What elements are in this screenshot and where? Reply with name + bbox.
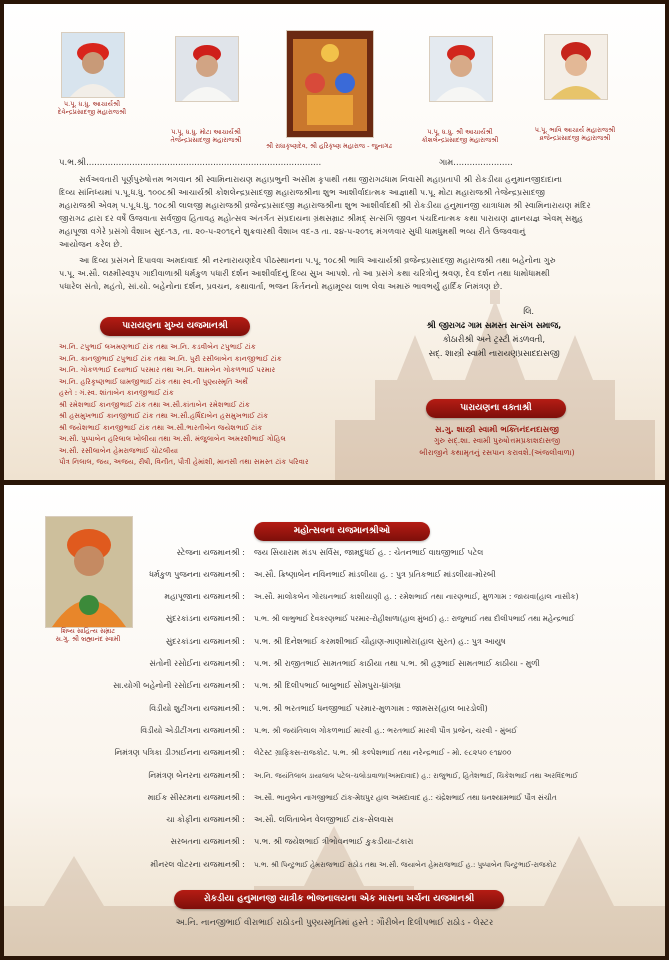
list-item: સુંદરકાંડના યજમાનશ્રી : પ.ભ. શ્રી દિનેશભાઈ કરમશીભાઈ ચૌહાણ-માણામોરા(હાલ સુરત) હ.: પુત્ર આયુષ — [165, 637, 506, 646]
list-item: નિમંત્રણ પત્રિકા ડીઝાઈનના યજમાનશ્રી : લેટેસ્ટ ગ્રાફિક્સ-રાજકોટ. પ.ભ. શ્રી કલ્પેશભાઈ તથા નરેન્દ્રભાઈ - મો. ૯૮૨૫૦ ૯૧૪૦૦ — [114, 748, 512, 757]
list-item: અ.નિ. ગોકળભાઈ દયાભાઈ પરમાર તથા અ.નિ. શામબેન ગોકળભાઈ પરમાર — [59, 365, 276, 374]
portrait-caption: શિષ્ય સાહિત્ય સમ્રાટ સ.ગુ. શ્રી બ્રહ્માનંદ સ્વામી — [55, 627, 121, 643]
vakta-block: સ.ગુ. શાસ્ત્રી સ્વામી ભક્તિનંદનદાસજી ગુરુ સદ્.શા. સ્વામી પુરુષોત્તમપ્રકાશદાસજી બીરાજીને કથામૃતનું રસપાન કરાવશે.(અંજલીવાળા) — [419, 424, 575, 457]
list-item: સ્ટેજના યજમાનશ્રી : જય સિયારામ મંડપ સર્વિસ, જામદુધઈ હ. : ચેતનભાઈ વાઘજીભાઈ પટેલ — [176, 548, 484, 557]
list-item: મહાપૂજાના યજમાનશ્રી : અ.સૌ. માલોકબેન ગોરધનભાઈ કાશીયાણી હ. : રમેશભાઈ તથા નારણભાઈ, મુળગામ : જાયવા(હાલ નાસીક) — [164, 592, 579, 601]
invitation-paragraph-2: આ દિવ્ય પ્રસંગને દિપાવવા અમદાવાદ શ્રી નરનારાયણદેવ પીઠસ્થાનના પ.પૂ. ૧૦૮શ્રી ભાવિ આચાર્યશ્રી વ્રજેન્દ્રપ્રસાદજી મહારાજશ્રી તથા બહેનોના ગુરુ પ.પૂ. અ.સૌ. લક્ષ્મીસ્વરૂપ ગાદીવાળાશ્રી ધર્મકુળ પધારી દર્શન આશીર્વાદનું દિવ્ય સુખ આપશે. તો આ પ્રસંગે કથા ચરિત્રોનું શ્રવણ, દેવ દર્શન તથા ધામોધામથી પધારેલ સંતો, મહંતો, સાં.યો. બહેનોના દર્શન, પ્રવચન, કથાવાર્તા, ભજન કિર્તનનો મહામૂલ્ય લાભ લેવા અમારું ભાવભર્યું હાર્દિક નિમંત્રણ છે. — [59, 255, 556, 291]
list-item: શ્રી જયેશભાઈ કાનજીભાઈ ટાંક તથા અ.સૌ.ભારતીબેન જયેશભાઈ ટાંક — [59, 422, 263, 432]
deity-image — [286, 30, 374, 138]
list-item: અ.સૌ. રસીલાબેન હેમરાજભાઈ ચોટલીયા — [59, 445, 178, 455]
village-line: ગામ...................... — [439, 158, 513, 168]
list-item: હસ્તે : ગં.સ્વ. શાંતાબેન કાનજીભાઈ ટાંક — [59, 388, 174, 397]
list-item: ધર્મકુળ પુજનના યજમાનશ્રી : અ.સૌ. ક્રિષ્ણાબેન નવિનભાઈ માંડલીયા હ. : પુત્ર પ્રતિકભાઈ માંડલીયા-મોરબી — [149, 570, 496, 579]
list-item: ચા કોફીના યજમાનશ્રી : અ.સૌ. લલિતાબેન વેલજીભાઈ ટાંક-સેલવાસ — [166, 815, 394, 824]
list-item: સા.યોગી બહેનોની રસોઈના યજમાનશ્રી : પ.ભ. શ્રી દિલીપભાઈ બાબુભાઈ સોમપુરા-ધ્રાંગધ્રા — [112, 681, 402, 690]
portrait-caption: પ.પૂ. ધ.ધુ. આચાર્યશ્રી દેવેન્દ્રપ્રસાદજી મહારાજશ્રી — [57, 100, 127, 116]
mahotsav-yajman-title: મહોત્સવના યજમાનશ્રીઓ — [254, 522, 430, 541]
portrait-caption: પ.પૂ. ભાવિ આચાર્ય મહારાજશ્રી વ્રજેન્દ્રપ્રસાદજી મહારાજશ્રી — [534, 126, 616, 142]
list-item: અ.નિ. હરિકૃષ્ણભાઈ ધામજીભાઈ ટાંક તથા સ્વ.ની પુણ્યસ્મૃતિ અર્થે — [59, 376, 248, 386]
list-item: વિડીયો શુટીંગના યજમાનશ્રી : પ.ભ. શ્રી ભરતભાઈ ધનજીભાઈ પરમાર-મુળગામ : જામસર(હાલ બારડોલી) — [149, 704, 488, 713]
invitation-paragraph-1: સર્વઅવતારી પૂર્ણપુરુષોત્તમ ભગવાન શ્રી સ્વામિનારાયણ મહાપ્રભુની અસીમ કૃપાથી તથા જીરાગઢધામ નિવાસી મહાપ્રતાપી શ્રી રોકડીયા હનુમાનજીદાદાના દિવ્ય સાંનિધ્યમાં પ.પૂ.ધ.ધુ. ૧૦૦૮શ્રી આચાર્યશ્રી કોશલેન્દ્રપ્રસાદજી મહારાજશ્રીના શુભ આશીર્વાદાત્મક આજ્ઞાથી પ.પૂ. મોટા મહારાજશ્રી તેજેન્દ્રપ્રસાદજી મહારાજશ્રી એવમ્ પ.પૂ.ધ.ધુ. ૧૦૮શ્રી લાલજી મહારાજશ્રી વ્રજેન્દ્રપ્રસાદજી મહારાજશ્રીના શુભ આશીર્વાદથી શ્રી રોકડીયા હનુમાનજી યાત્રાધામ શ્રી સ્વામિનારાયણ મંદિર જીરાગઢ દ્વારા દર વર્ષે ઉજવાતા સર્વજીવ હિતાવહ મહોત્સવ અંતર્ગત સંપ્રદાયના ગ્રંથસમ્રાટ શ્રીમદ્ સત્સંગિ જીવન પંચદિનાત્મક કથા પારાયણ જ્ઞાનયજ્ઞ એવમ્ સમુહ મહાપૂજા વગેરે પ્રસંગો વૈશાખ સુદ-૧૩, તા. ૨૦-૫-૨૦૧૬ને શુક્રવારથી વૈશાખ વદ-૩ તા. ૨૪-૫-૨૦૧૬ મંગળવાર સુધી ધામધુમથી ભવ્ય રીતે ઉજવવાનું આયોજન કરેલ છે. — [59, 174, 591, 249]
bhojanalay-yajman-title: રોકડીયા હનુમાનજી યાત્રીક ભોજનાલયના એક માસના ખર્ચના યજમાનશ્રી — [174, 890, 504, 909]
list-item: સરબતના યજમાનશ્રી : પ.ભ. શ્રી જયેશભાઈ ત્રીભોવનભાઈ કુકડીયા-ટંકારા — [170, 837, 414, 846]
yajman-section-title: પારાયણના મુખ્ય યજમાનશ્રી — [100, 317, 250, 336]
list-item: અ.નિ. ટપુભાઈ લખમણભાઈ ટાંક તથા અ.નિ. કડવીબેન ટપુભાઈ ટાંક — [59, 342, 256, 351]
portrait-caption: પ.પૂ. ધ.ધુ. મોટા આચાર્યશ્રી તેજેન્દ્રપ્રસાદજી મહારાજશ્રી — [170, 128, 242, 144]
invitation-bottom-panel — [4, 485, 665, 956]
list-item: શ્રી રમેશભાઈ કાનજીભાઈ ટાંક તથા અ.સૌ.કાંતાબેન રમેશભાઈ ટાંક — [59, 399, 250, 409]
bhojanalay-yajman-text: અ.નિ. નાનજીભાઈ વીરાભાઈ રાઠોડની પુણ્યસ્મૃતિમાં હસ્તે : ગૌરીબેન દિલીપભાઈ રાઠોડ - લેસ્ટર — [175, 918, 494, 928]
portrait-caption: પ.પૂ. ધ.ધુ. શ્રી આચાર્યશ્રી કોશલેન્દ્રપ્રસાદજી મહારાજશ્રી — [421, 128, 499, 144]
signature-block: લિ. શ્રી જીરાગઢ ગામ સમસ્ત સત્સંગ સમાજ, કોઠારીશ્રી અને ટ્રસ્ટી મંડળવતી, સદ્. શાસ્ત્રી સ્વામી નારાયણપ્રસાદદાસજી — [426, 306, 562, 358]
vakta-section-title: પારાયણના વક્તાશ્રી — [426, 399, 566, 418]
list-item: પૌત્ર નિલાલ, જય, અજય, રીષી, વિનીત, પૌત્રી હેમાંશી, માનસી તથા સમસ્ત ટાંક પરિવાર — [59, 457, 309, 466]
list-item: નિમંત્રણ બેનરના યજમાનશ્રી : અ.નિ. જયંતિલાલ ડાયાલાલ પટેલ-ચલોડાવાળા(અમદાવાદ) હ.: રાજુભાઈ, હિતેશભાઈ, ચિકેશભાઈ તથા અરવિંદભાઈ — [148, 771, 578, 780]
portrait-acharya-devendraprasadji — [61, 32, 125, 98]
list-item: સુંદરકાંડના યજમાનશ્રી : પ.ભ. શ્રી લાભુભાઈ દેવકરણભાઈ પરમાર-રોહીશાળા(હાલ મુંબઈ) હ.: રાજુભાઈ તથા દીલીપભાઈ તથા મહેન્દ્રભાઈ — [165, 614, 575, 623]
list-item: મીનરલ વોટરના યજમાનશ્રી : પ.ભ. શ્રી પિન્ટુભાઈ હેમરાજભાઈ રાઠોડ તથા અ.સૌ. જયાબેન હેમરાજભાઈ હ.: પુષ્પાબેન પિન્ટુભાઈ-રાજકોટ — [150, 860, 557, 869]
list-item: અ.સૌ. પુષ્પાબેન હરિલાલ ખોલીયા તથા અ.સૌ. મંજુલાબેન અમરશીભાઈ ગોહિલ — [59, 434, 286, 443]
portrait-mota-maharaj — [175, 36, 239, 102]
list-item: અ.નિ. કાનજીભાઈ ટપુભાઈ ટાંક તથા અ.નિ. પુરી રસીલાબેન કાનજીભાઈ ટાંક — [59, 353, 282, 363]
list-item: વિડીયો એડીટીંગના યજમાનશ્રી : પ.ભ. શ્રી જયંતિલાલ ગોકળભાઈ મારવી હ.: ભરતભાઈ મારવી પૌત્ર પ્રજેન, ચરવી - મુંબઈ — [140, 726, 518, 735]
deity-caption: શ્રી રાધાકૃષ્ણદેવ, શ્રી હરિકૃષ્ણ મહારાજ - જુનાગઢ — [265, 142, 393, 150]
list-item: માઈક સીસ્ટમના યજમાનશ્રી : અ.સૌ. ભાનુબેન નાગજીભાઈ ટાંક-મેઘપુર હાલ અમદાવાદ હ.: ચંદ્રેશભાઈ તથા ધનશ્યામભાઈ પૌત્ર સંચીત — [147, 793, 557, 802]
list-item: સંતોની રસોઈના યજમાનશ્રી : પ.ભ. શ્રી રાજીતભાઈ સામતભાઈ કાઠીયા તથા પ.ભ. શ્રી હરૂભાઈ સામતભાઈ કાઠીયા - મુળી — [149, 659, 540, 668]
invitation-top-panel — [4, 4, 665, 480]
portrait-acharya-koshalendraprasadji — [429, 36, 493, 102]
list-item: શ્રી હસમુખભાઈ કાનજીભાઈ ટાંક તથા અ.સૌ.હર્ષિદાબેન હસમુખભાઈ ટાંક — [59, 411, 269, 420]
portrait-bhavi-acharya — [544, 34, 608, 100]
yajman-list — [59, 341, 389, 468]
address-line: પ.ભ.શ્રી....................................................................................... — [59, 158, 322, 168]
